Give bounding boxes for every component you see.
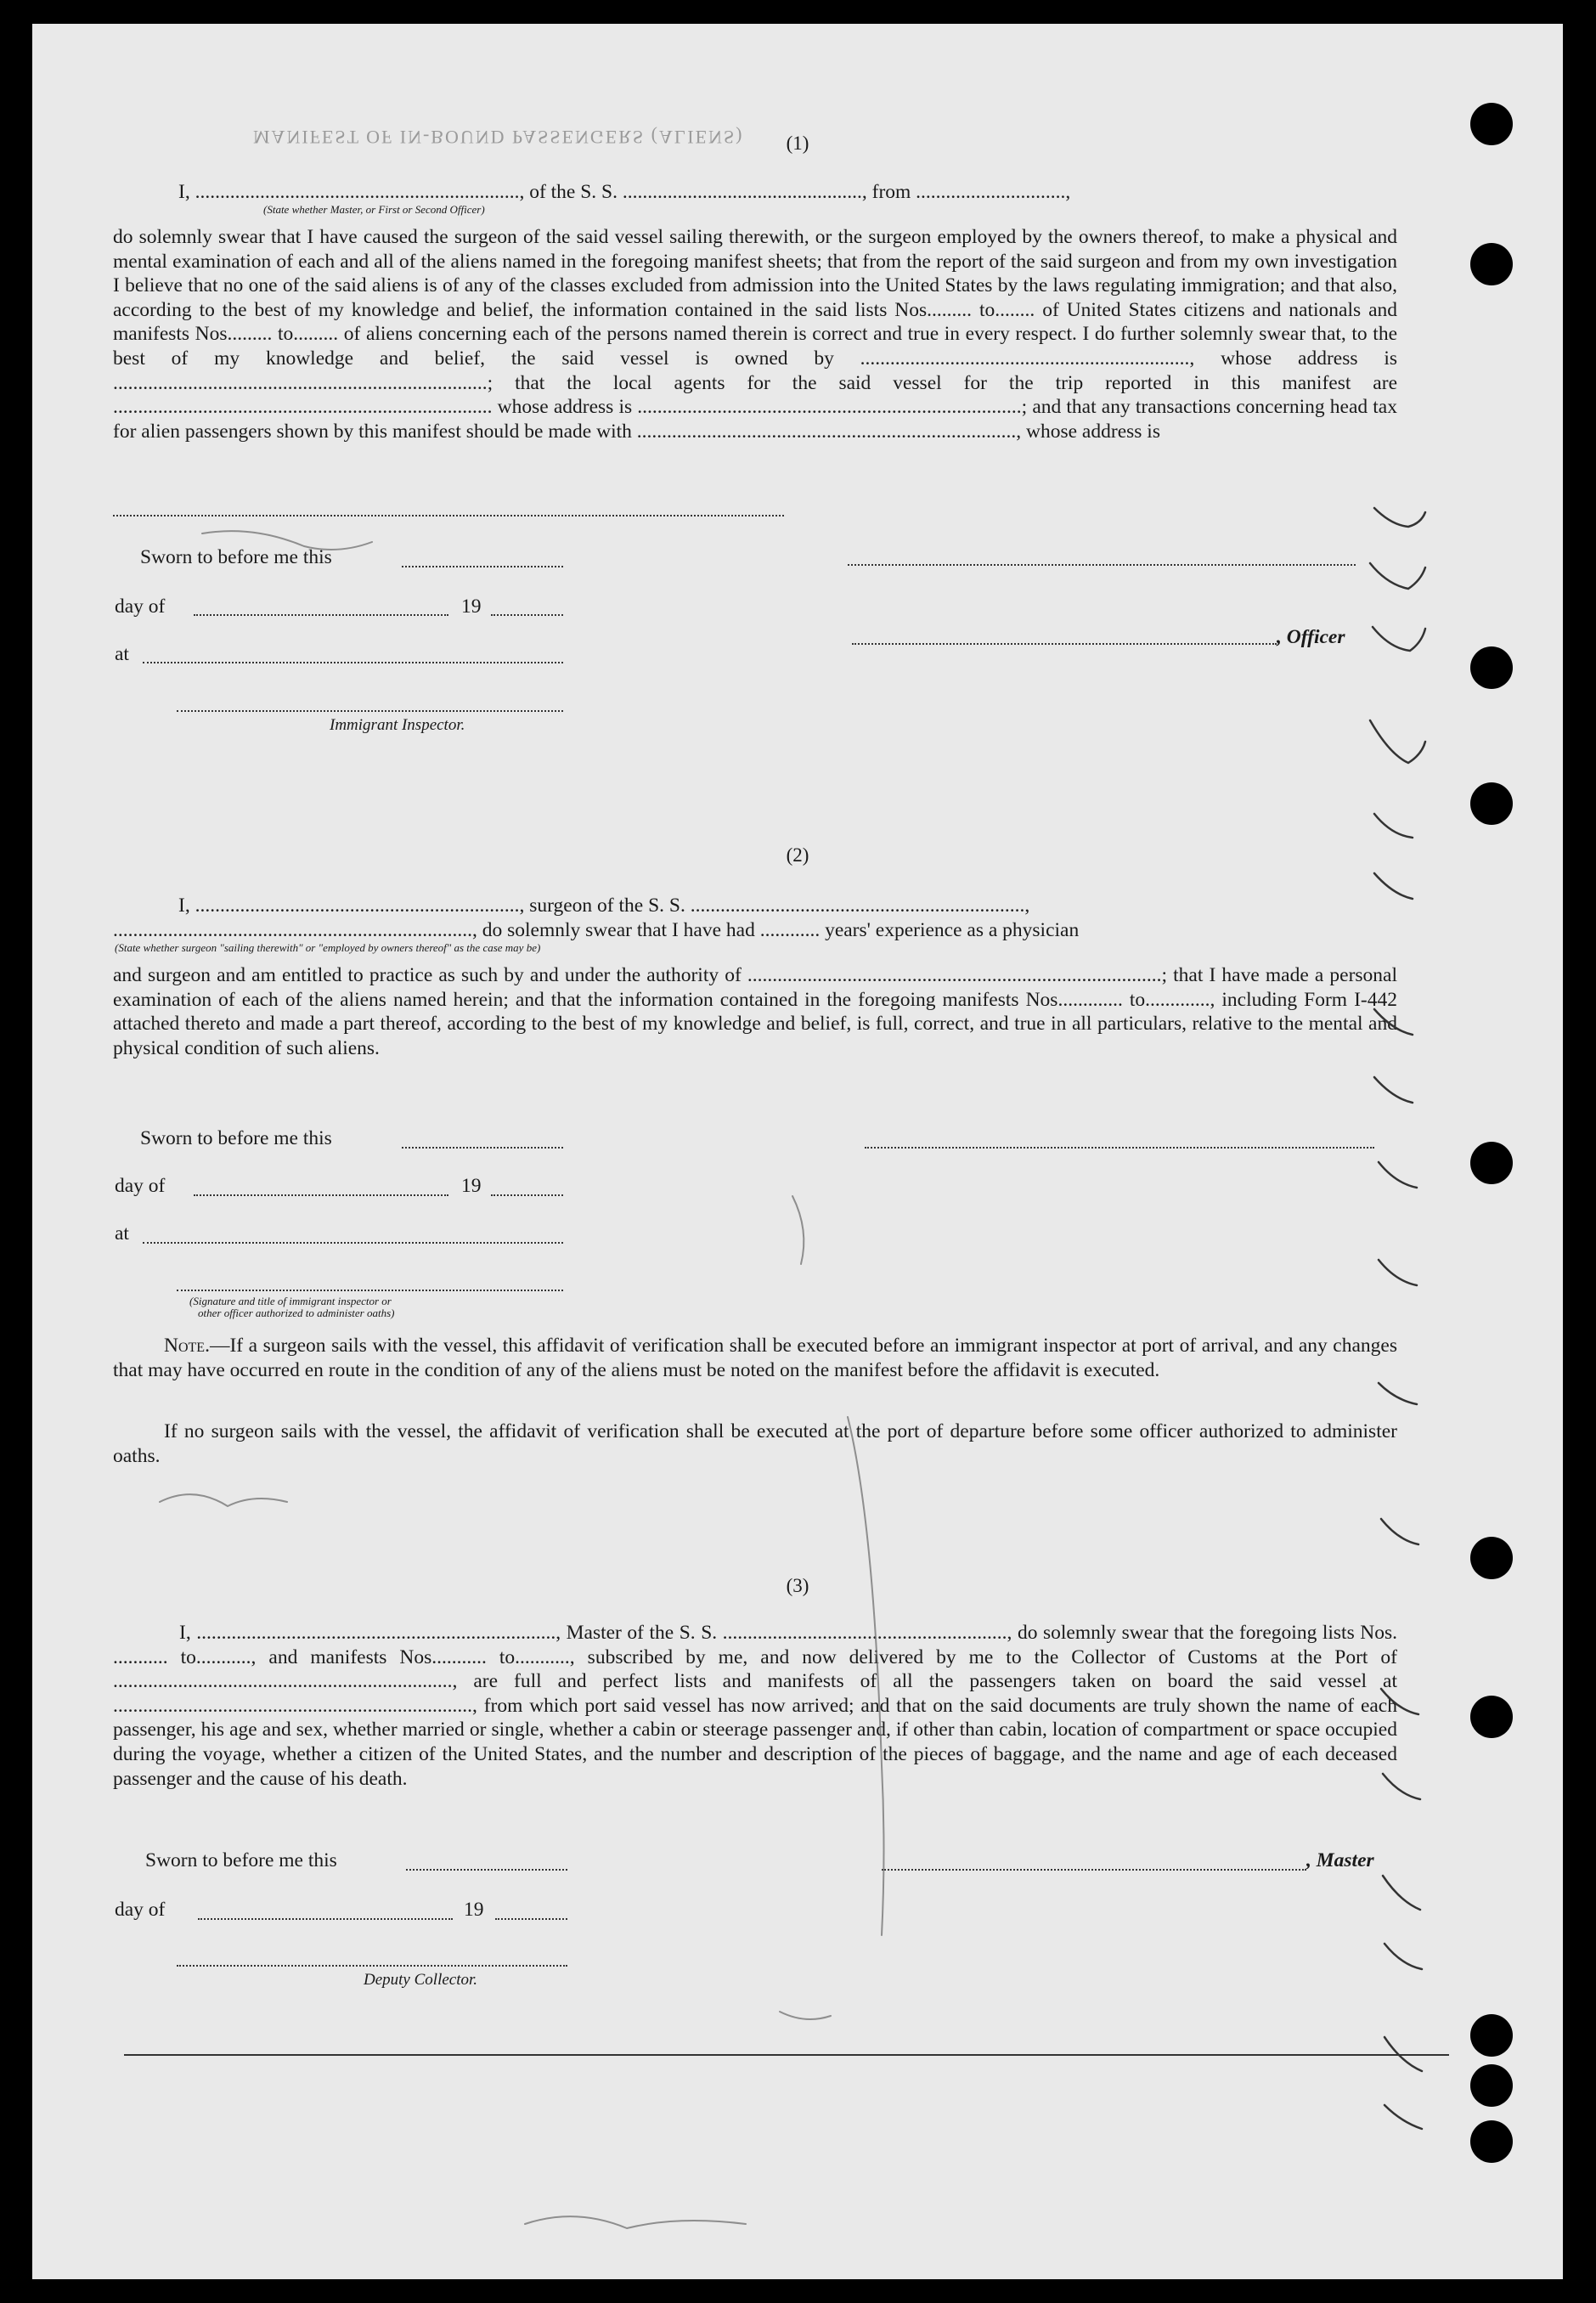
section-1-at-label: at — [115, 643, 129, 665]
master-label: , Master — [1306, 1849, 1374, 1871]
handwritten-scribble — [202, 531, 372, 550]
section-2-day-label: day of — [115, 1175, 166, 1197]
officer-label: , Officer — [1277, 626, 1345, 648]
section-1-number: (1) — [786, 133, 809, 154]
section-1-first-line: I, ................................................................., of the S. S. ................................................, from .............................., — [178, 181, 1071, 203]
section-2-sworn-label: Sworn to before me this — [140, 1127, 332, 1149]
handwritten-marks — [32, 24, 1563, 2279]
section-1-officer-note: (State whether Master, or First or Second Officer) — [263, 203, 485, 216]
bleed-through-header: MANIFEST OF IN-BOUND PASSENGERS (ALIENS) — [253, 127, 744, 148]
form-page — [32, 24, 1563, 2279]
section-1-oath-text: do solemnly swear that I have caused the surgeon of the said vessel sailing therewith, or the surgeon employed by the owners thereof, to make a physical and mental examination of each and all of the aliens named in the foregoing manifest sheets; that from the report of the said surgeon and from my own investigation I believe that no one of the said aliens is of any of the classes excluded from admission into the United States by the laws regulating immigration; and that also, according to the best of my knowledge and belief, the information contained in the said lists Nos......... to........ of United States citizens and nationals and manifests Nos......... to......... of aliens concerning each of the persons named therein is correct and true in every respect. I do further solemnly swear that, to the best of my knowledge and belief, the said vessel is owned by .................................................................., whose address is ...........................................................................; that the local agents for the said vessel for the trip reported in this manifest are ............................................................................ whose address is .............................................................................; and that any transactions concerning head tax for alien passengers shown by this manifest should be made with ............................................................................, whose address is — [113, 226, 1397, 443]
signature-title-note-2: other officer authorized to administer oaths) — [198, 1307, 395, 1319]
section-2-first-line: I, ................................................................., surgeon of the S. S. ..................................................................., — [178, 895, 1030, 917]
handwritten-scribble — [848, 1417, 884, 1935]
section-2-second-line: ........................................................................, do solemnly swear that I have had ............ years' experience as a physician — [113, 919, 1080, 941]
section-1-day-label: day of — [115, 596, 166, 618]
section-3-sworn-label: Sworn to before me this — [145, 1849, 337, 1871]
section-3-day-label: day of — [115, 1899, 166, 1921]
section-2-note-2: If no surgeon sails with the vessel, the affidavit of verification shall be executed at the port of departure before some officer authorized to administer oaths. — [113, 1420, 1397, 1467]
handwritten-scribble — [792, 1196, 804, 1264]
section-2-oath-text: and surgeon and am entitled to practice as such by and under the authority of ...................................................................................; that I have made a personal examination of each of the aliens named herein; and that the information contained in the foregoing manifests Nos............. to............., including Form I-442 attached thereto and made a part thereof, according to the best of my knowledge and belief, is full, correct, and true in all particulars, relative to the mental and physical condition of such aliens. — [113, 964, 1397, 1059]
section-2-surgeon-note: (State whether surgeon "sailing therewith" or "employed by owners thereof" as the case may be) — [115, 941, 541, 954]
section-3-number: (3) — [786, 1575, 809, 1596]
section-1-year-label: 19 — [461, 596, 482, 618]
immigrant-inspector-label: Immigrant Inspector. — [330, 716, 465, 734]
section-3-year-label: 19 — [464, 1899, 484, 1921]
section-2-at-label: at — [115, 1222, 129, 1245]
handwritten-scribble — [525, 2216, 746, 2228]
note-label: Note. — [164, 1335, 210, 1357]
deputy-collector-label: Deputy Collector. — [364, 1971, 478, 1989]
note-text: —If a surgeon sails with the vessel, this affidavit of verification shall be executed before an immigrant inspector at port of arrival, and any changes that may have occurred en route in the condition of any of the aliens must be noted on the manifest before the affidavit is executed. — [113, 1335, 1397, 1381]
signature-title-note-1: (Signature and title of immigrant inspector or — [189, 1295, 392, 1307]
section-2-number: (2) — [786, 844, 809, 866]
handwritten-scribble — [780, 2012, 831, 2019]
section-1-sworn-label: Sworn to before me this — [140, 546, 332, 568]
section-2-year-label: 19 — [461, 1175, 482, 1197]
handwritten-scribble — [160, 1494, 287, 1506]
section-3-oath-text: I, ........................................................................, Master of the S. S. ........................................................., do solemnly swear that the foregoing lists Nos. ........... to..........., and manifests Nos........... to..........., subscribed by me, and now delivered by me to the Collector of Customs at the Port of ...................................................................., are full and perfect lists and manifests of all the passengers taken on board the said vessel at ........................................................................, from which port said vessel has now arrived; and that on the said documents are truly shown the name of each passenger, his age and sex, whether married or single, whether a cabin or steerage passenger and, if other than cabin, location of compartment or space occupied during the voyage, whether a citizen of the United States, and the number and description of the pieces of baggage, and the name and age of each deceased passenger and the cause of his death. — [113, 1622, 1397, 1790]
